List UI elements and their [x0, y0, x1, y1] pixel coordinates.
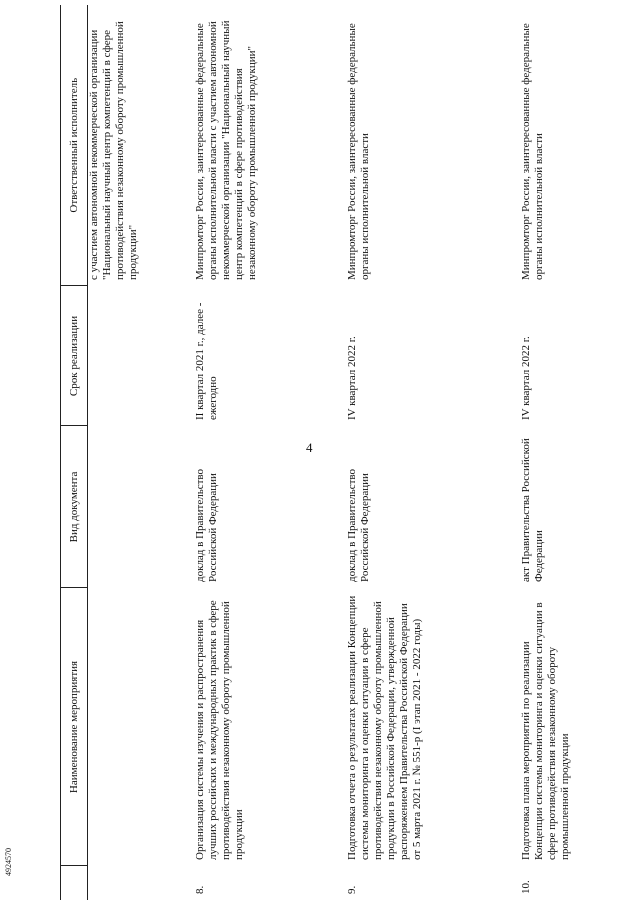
document-id: 4924570 — [4, 848, 13, 876]
table-header-row — [61, 5, 88, 900]
header-term: Срок реализации — [61, 286, 88, 426]
header-executor: Ответственный исполнитель — [61, 5, 88, 286]
table-row — [510, 5, 616, 900]
table-row — [334, 5, 510, 900]
cell-number: 10. — [520, 880, 532, 894]
cell-number: 8. — [194, 885, 206, 894]
cell-doc-type — [88, 426, 181, 588]
measures-table — [60, 5, 616, 900]
cell-name: Организация системы изучения и распространения лучших российских и международных практик в сфере противодействия незаконному обороту промышленной продукции — [194, 600, 245, 860]
cell-term: II квартал 2021 г., далее - ежегодно — [194, 302, 219, 420]
cell-executor: Минпромторг России, заинтересованные федеральные органы исполнительной власти — [520, 23, 545, 280]
cell-name — [88, 588, 181, 866]
header-doc-type: Вид документа — [61, 426, 88, 588]
cell-executor: Минпромторг России, заинтересованные федеральные органы исполнительной власти — [346, 23, 371, 280]
cell-executor: Минпромторг России, заинтересованные федеральные органы исполнительной власти с участием автономной некоммерческой организации "Национальный научный центр компетенций в сфере противодействия незаконному обороту промышленной продукции" — [194, 20, 258, 280]
cell-term: IV квартал 2022 г. — [520, 336, 532, 420]
cell-executor: с участием автономной некоммерческой организации "Национальный научный центр компетенций в сфере противодействия незаконному обороту промышленной продукции" — [88, 21, 139, 280]
cell-doc-type: акт Правительства Российской Федерации — [520, 438, 545, 582]
cell-name: Подготовка отчета о результатах реализации Концепции системы мониторинга и оценки ситуации в сфере противодействия незаконному обороту промышленной продукции в Российской Федерации, утвержденной распоряжением Правительства Российской Федерации от 5 марта 2021 г. № 551-р (I этап 2021 - 2022 годы) — [346, 595, 423, 860]
cell-number — [88, 866, 181, 900]
cell-term — [88, 286, 181, 426]
cell-doc-type: доклад в Правительство Российской Федерации — [194, 468, 219, 582]
table-row-continuation — [88, 5, 181, 900]
cell-doc-type: доклад в Правительство Российской Федерации — [346, 468, 371, 582]
page-number: 4 — [306, 440, 313, 455]
cell-term: IV квартал 2022 г. — [346, 336, 358, 420]
rotated-table-container — [60, 5, 616, 900]
header-name: Наименование мероприятия — [61, 588, 88, 866]
cell-number: 9. — [346, 885, 358, 894]
header-number — [61, 866, 88, 900]
table-row — [180, 5, 334, 900]
cell-name: Подготовка плана мероприятий по реализации Концепции системы мониторинга и оценки ситуации в сфере противодействия незаконному обороту промышленной продукции — [520, 602, 571, 860]
